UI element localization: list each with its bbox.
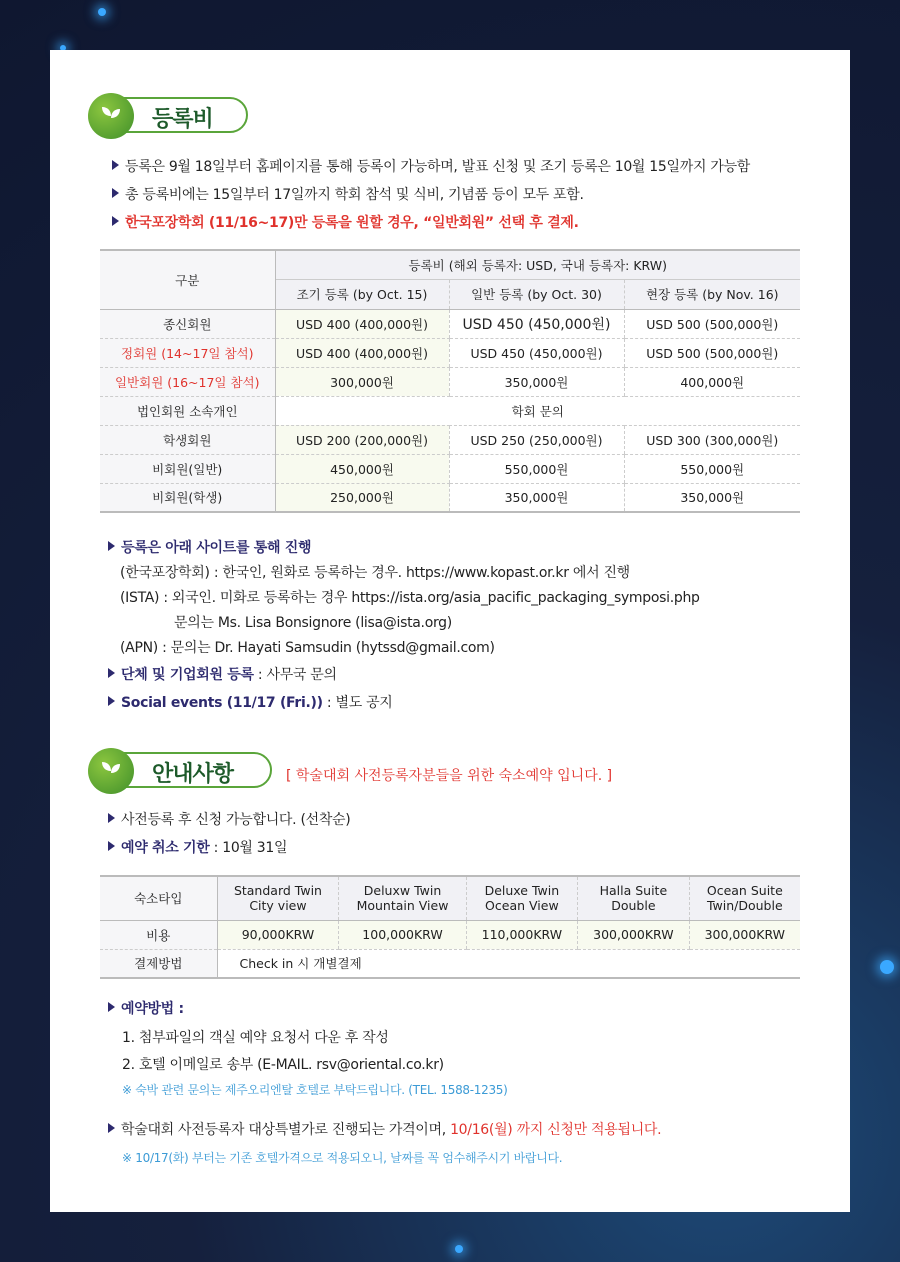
- reg-line: (APN) : 문의는 Dr. Hayati Samsudin (hytssd@gmail.com): [120, 640, 495, 656]
- header-cell: 구분: [100, 250, 275, 309]
- row-label: 종신회원: [100, 309, 275, 338]
- cell: USD 250 (250,000원): [449, 425, 624, 454]
- bullet-icon: [108, 1002, 115, 1012]
- row-label: 일반회원 (16~17일 참석): [100, 367, 275, 396]
- section-title: 등록비: [152, 107, 213, 132]
- bullet-icon: [112, 160, 119, 170]
- section-title: 안내사항: [152, 762, 234, 787]
- group-reg-label: 단체 및 기업회원 등록: [121, 667, 254, 683]
- cell: USD 500 (500,000원): [624, 309, 800, 338]
- row-label: 학생회원: [100, 425, 275, 454]
- bokeh-light: [880, 960, 894, 974]
- bullet-text: 한국포장학회 (11/16~17)만 등록을 원할 경우, “일반회원” 선택 후 결제.: [125, 215, 579, 231]
- bullet-icon: [108, 813, 115, 823]
- payment-method: Check in 시 개별결제: [217, 949, 800, 978]
- bullet-icon: [112, 188, 119, 198]
- cell: USD 300 (300,000원): [624, 425, 800, 454]
- cell: 300,000원: [275, 367, 449, 396]
- cell: 350,000원: [624, 483, 800, 512]
- bullet-icon: [108, 668, 115, 678]
- bullet-text: 사전등록 후 신청 가능합니다. (선착순): [121, 812, 351, 828]
- bullet-icon: [108, 541, 115, 551]
- row-label: 숙소타입: [100, 876, 217, 920]
- reg-line: (ISTA) : 외국인. 미화로 등록하는 경우 https://ista.org/asia_pacific_packaging_symposi.php: [120, 590, 700, 606]
- price-note: ※ 10/17(화) 부터는 기존 호텔가격으로 적용되오니, 날짜를 꼭 엄수해주시기 바랍니다.: [122, 1151, 563, 1165]
- bullet-icon: [112, 216, 119, 226]
- row-label: 정회원 (14~17일 참석): [100, 338, 275, 367]
- cell: 350,000원: [449, 483, 624, 512]
- cell: 550,000원: [624, 454, 800, 483]
- accommodation-table: [100, 875, 800, 979]
- cell: USD 450 (450,000원): [449, 309, 624, 338]
- section-subtitle: [ 학술대회 사전등록자분들을 위한 숙소예약 입니다. ]: [286, 768, 613, 784]
- row-label: 비회원(학생): [100, 483, 275, 512]
- registration-fee-table: [100, 249, 800, 513]
- room-type: Ocean Suite Twin/Double: [689, 876, 800, 920]
- document-card: [50, 50, 850, 1212]
- cell: 550,000원: [449, 454, 624, 483]
- final-text: 학술대회 사전등록자 대상특별가로 진행되는 가격이며,: [121, 1122, 451, 1138]
- bullet-text: 총 등록비에는 15일부터 17일까지 학회 참석 및 식비, 기념품 등이 모두 포함.: [125, 187, 584, 203]
- header-cell: 일반 등록 (by Oct. 30): [449, 279, 624, 309]
- room-type: Standard Twin City view: [217, 876, 339, 920]
- price: 90,000KRW: [217, 920, 339, 949]
- header-cell: 등록비 (해외 등록자: USD, 국내 등록자: KRW): [275, 250, 800, 279]
- section-header-notice: [92, 752, 272, 788]
- cell: USD 450 (450,000원): [449, 338, 624, 367]
- social-events-value: : 별도 공지: [322, 695, 393, 711]
- cell: 450,000원: [275, 454, 449, 483]
- bokeh-light: [455, 1245, 463, 1253]
- cell: 250,000원: [275, 483, 449, 512]
- final-deadline: 10/16(월) 까지 신청만 적용됩니다.: [450, 1122, 662, 1138]
- price: 110,000KRW: [466, 920, 578, 949]
- row-label: 법인회원 소속개인: [100, 396, 275, 425]
- method-label: 예약방법 :: [121, 1001, 184, 1017]
- reg-heading: 등록은 아래 사이트를 통해 진행: [121, 540, 312, 556]
- cell: 400,000원: [624, 367, 800, 396]
- price: 300,000KRW: [578, 920, 690, 949]
- bokeh-light: [98, 8, 106, 16]
- cancel-label: 예약 취소 기한: [121, 840, 210, 856]
- leaf-icon: [88, 93, 134, 139]
- cell: USD 500 (500,000원): [624, 338, 800, 367]
- hotel-note: ※ 숙박 관련 문의는 제주오리엔탈 호텔로 부탁드립니다. (TEL. 1588-1235): [122, 1083, 508, 1097]
- price: 300,000KRW: [689, 920, 800, 949]
- social-events-label: Social events (11/17 (Fri.)): [121, 695, 323, 711]
- step: 1. 첨부파일의 객실 예약 요청서 다운 후 작성: [122, 1030, 389, 1046]
- bullet-icon: [108, 1123, 115, 1133]
- cell: 350,000원: [449, 367, 624, 396]
- cell: USD 400 (400,000원): [275, 309, 449, 338]
- bullet-text: 등록은 9월 18일부터 홈페이지를 통해 등록이 가능하며, 발표 신청 및 조기 등록은 10월 15일까지 가능함: [125, 159, 751, 175]
- header-cell: 현장 등록 (by Nov. 16): [624, 279, 800, 309]
- bullet-icon: [108, 841, 115, 851]
- price: 100,000KRW: [339, 920, 466, 949]
- row-label: 결제방법: [100, 949, 217, 978]
- header-cell: 조기 등록 (by Oct. 15): [275, 279, 449, 309]
- reg-line: 문의는 Ms. Lisa Bonsignore (lisa@ista.org): [174, 615, 452, 631]
- step: 2. 호텔 이메일로 송부 (E-MAIL. rsv@oriental.co.kr): [122, 1057, 444, 1073]
- merged-cell: 학회 문의: [275, 396, 800, 425]
- leaf-icon: [88, 748, 134, 794]
- row-label: 비회원(일반): [100, 454, 275, 483]
- reg-line: (한국포장학회) : 한국인, 원화로 등록하는 경우. https://www.kopast.or.kr 에서 진행: [120, 565, 630, 581]
- cell: USD 400 (400,000원): [275, 338, 449, 367]
- row-label: 비용: [100, 920, 217, 949]
- section-header-registration-fee: [92, 97, 248, 133]
- cancel-value: : 10월 31일: [209, 840, 288, 856]
- cell: USD 200 (200,000원): [275, 425, 449, 454]
- bullet-icon: [108, 696, 115, 706]
- room-type: Deluxw Twin Mountain View: [339, 876, 466, 920]
- group-reg-value: : 사무국 문의: [253, 667, 337, 683]
- room-type: Deluxe Twin Ocean View: [466, 876, 578, 920]
- room-type: Halla Suite Double: [578, 876, 690, 920]
